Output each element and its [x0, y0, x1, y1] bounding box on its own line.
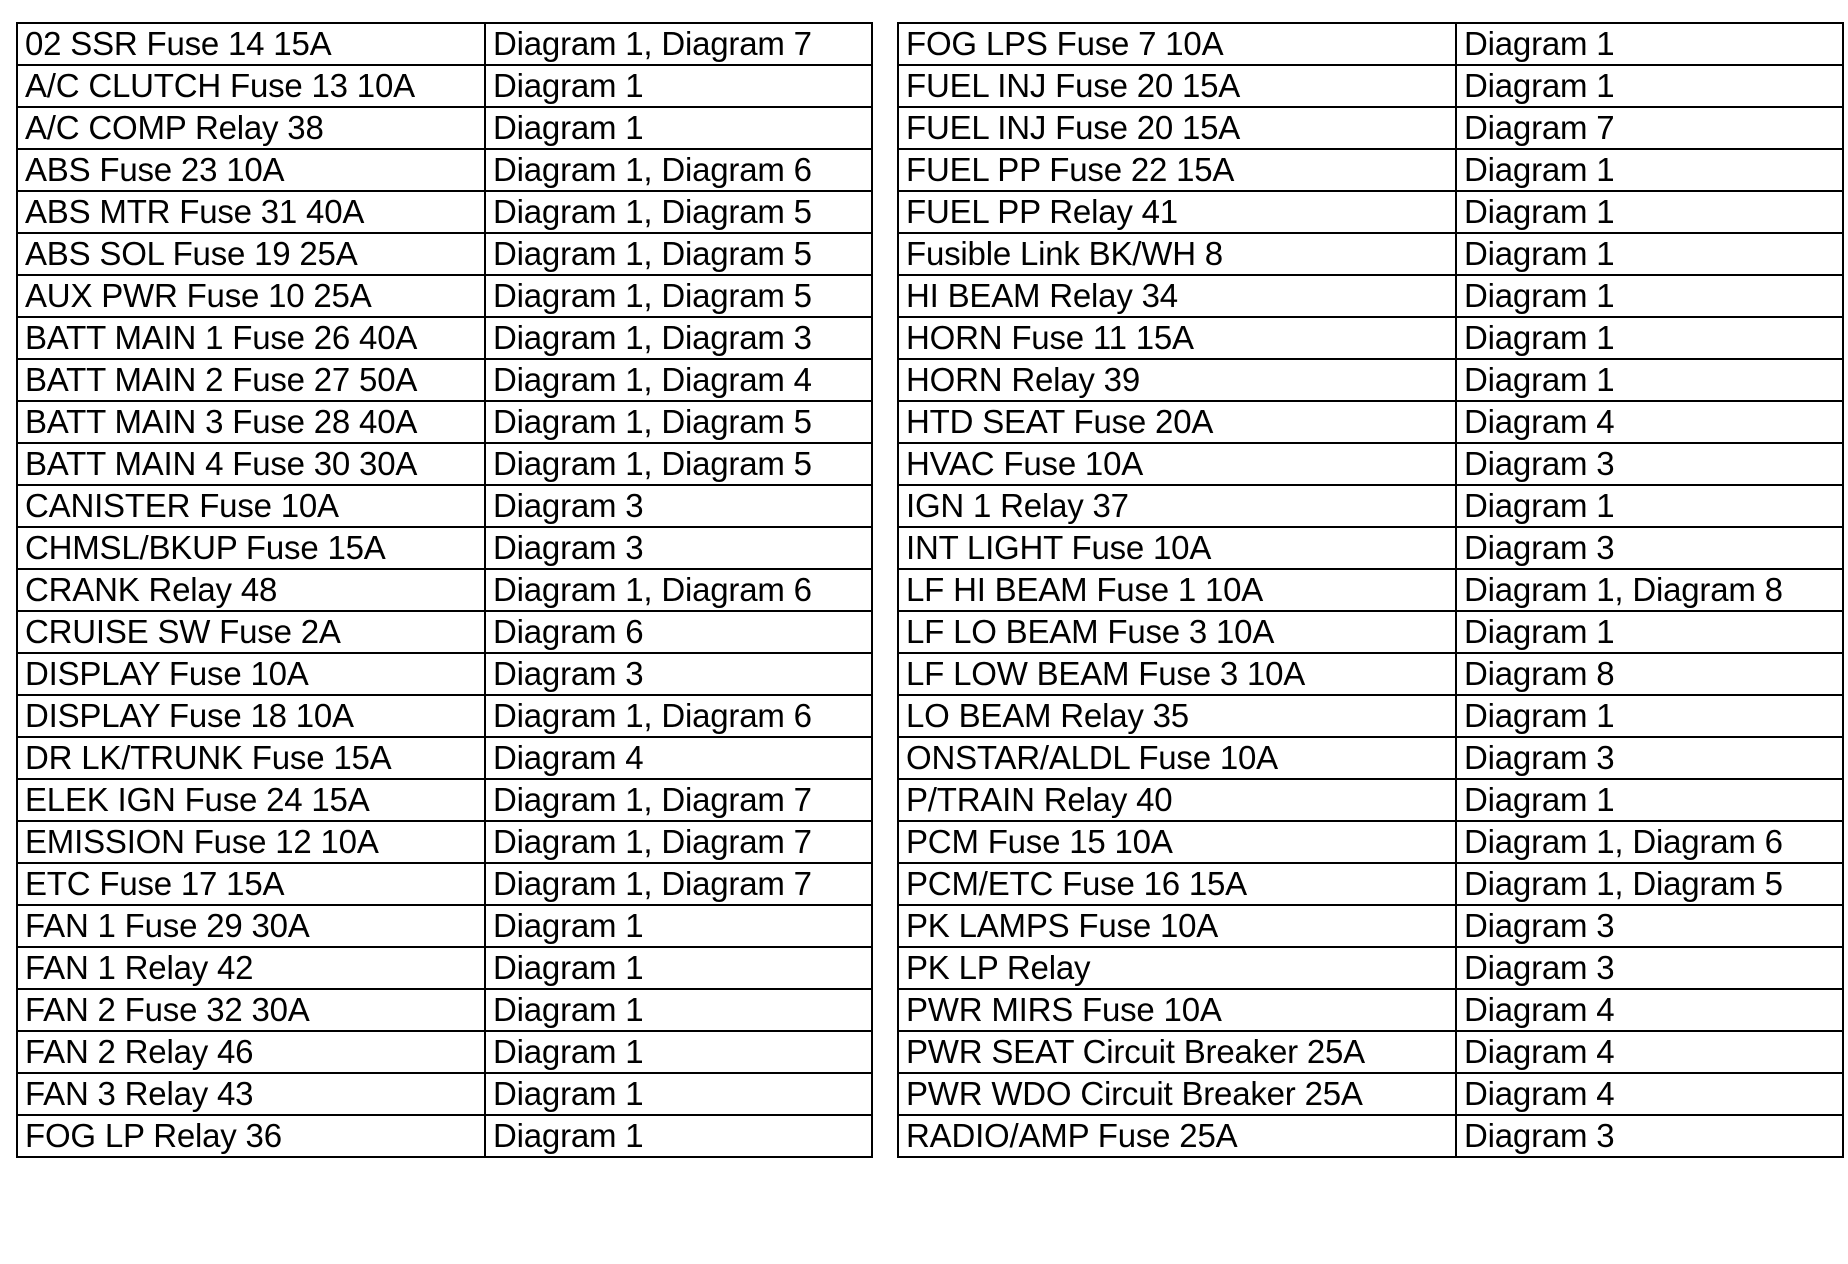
table-row — [17, 65, 872, 107]
diagram-ref-cell: Diagram 8 — [1456, 653, 1843, 695]
table-row — [17, 653, 872, 695]
diagram-ref-cell: Diagram 1 — [1456, 779, 1843, 821]
component-cell: BATT MAIN 1 Fuse 26 40A — [17, 317, 485, 359]
diagram-ref-cell: Diagram 3 — [1456, 1115, 1843, 1157]
component-cell: ONSTAR/ALDL Fuse 10A — [898, 737, 1456, 779]
table-row — [898, 191, 1843, 233]
component-cell: ABS Fuse 23 10A — [17, 149, 485, 191]
component-cell: DISPLAY Fuse 10A — [17, 653, 485, 695]
component-cell: DISPLAY Fuse 18 10A — [17, 695, 485, 737]
component-cell: FAN 1 Fuse 29 30A — [17, 905, 485, 947]
diagram-ref-cell: Diagram 1, Diagram 6 — [485, 149, 872, 191]
component-cell: BATT MAIN 4 Fuse 30 30A — [17, 443, 485, 485]
table-row — [17, 191, 872, 233]
component-cell: A/C CLUTCH Fuse 13 10A — [17, 65, 485, 107]
diagram-ref-cell: Diagram 3 — [485, 653, 872, 695]
diagram-ref-cell: Diagram 1, Diagram 7 — [485, 23, 872, 65]
diagram-ref-cell: Diagram 3 — [1456, 905, 1843, 947]
diagram-ref-cell: Diagram 1 — [1456, 149, 1843, 191]
diagram-ref-cell: Diagram 1 — [1456, 23, 1843, 65]
component-cell: PWR SEAT Circuit Breaker 25A — [898, 1031, 1456, 1073]
diagram-ref-cell: Diagram 1 — [1456, 695, 1843, 737]
table-row — [17, 695, 872, 737]
table-row — [17, 947, 872, 989]
diagram-ref-cell: Diagram 4 — [485, 737, 872, 779]
component-cell: LO BEAM Relay 35 — [898, 695, 1456, 737]
diagram-ref-cell: Diagram 6 — [485, 611, 872, 653]
table-row — [898, 1073, 1843, 1115]
component-cell: P/TRAIN Relay 40 — [898, 779, 1456, 821]
table-row — [17, 149, 872, 191]
diagram-ref-cell: Diagram 4 — [1456, 1073, 1843, 1115]
table-row — [898, 443, 1843, 485]
table-row — [898, 779, 1843, 821]
diagram-ref-cell: Diagram 1 — [1456, 611, 1843, 653]
table-row — [898, 569, 1843, 611]
table-row — [17, 1073, 872, 1115]
fuse-table-right-body — [898, 23, 1843, 1157]
component-cell: HTD SEAT Fuse 20A — [898, 401, 1456, 443]
diagram-ref-cell: Diagram 3 — [1456, 527, 1843, 569]
diagram-ref-cell: Diagram 1 — [485, 947, 872, 989]
table-row — [898, 233, 1843, 275]
diagram-ref-cell: Diagram 1 — [485, 989, 872, 1031]
diagram-ref-cell: Diagram 1, Diagram 5 — [485, 401, 872, 443]
component-cell: PCM/ETC Fuse 16 15A — [898, 863, 1456, 905]
diagram-ref-cell: Diagram 1 — [1456, 485, 1843, 527]
table-row — [898, 317, 1843, 359]
diagram-ref-cell: Diagram 1, Diagram 5 — [485, 233, 872, 275]
fuse-table-right — [897, 22, 1844, 1158]
table-row — [17, 1031, 872, 1073]
diagram-ref-cell: Diagram 1, Diagram 5 — [485, 275, 872, 317]
component-cell: CRANK Relay 48 — [17, 569, 485, 611]
component-cell: IGN 1 Relay 37 — [898, 485, 1456, 527]
diagram-ref-cell: Diagram 3 — [485, 485, 872, 527]
component-cell: BATT MAIN 2 Fuse 27 50A — [17, 359, 485, 401]
diagram-ref-cell: Diagram 1, Diagram 7 — [485, 863, 872, 905]
table-row — [898, 821, 1843, 863]
component-cell: PK LAMPS Fuse 10A — [898, 905, 1456, 947]
diagram-ref-cell: Diagram 1 — [1456, 275, 1843, 317]
table-row — [898, 905, 1843, 947]
component-cell: HORN Relay 39 — [898, 359, 1456, 401]
diagram-ref-cell: Diagram 1, Diagram 6 — [1456, 821, 1843, 863]
component-cell: FUEL PP Fuse 22 15A — [898, 149, 1456, 191]
component-cell: 02 SSR Fuse 14 15A — [17, 23, 485, 65]
diagram-ref-cell: Diagram 3 — [485, 527, 872, 569]
table-row — [17, 317, 872, 359]
diagram-ref-cell: Diagram 1, Diagram 5 — [485, 443, 872, 485]
diagram-ref-cell: Diagram 1, Diagram 3 — [485, 317, 872, 359]
table-row — [898, 107, 1843, 149]
component-cell: Fusible Link BK/WH 8 — [898, 233, 1456, 275]
component-cell: RADIO/AMP Fuse 25A — [898, 1115, 1456, 1157]
component-cell: FUEL INJ Fuse 20 15A — [898, 65, 1456, 107]
diagram-ref-cell: Diagram 1, Diagram 5 — [1456, 863, 1843, 905]
table-row — [17, 23, 872, 65]
table-row — [898, 611, 1843, 653]
diagram-ref-cell: Diagram 1 — [1456, 191, 1843, 233]
component-cell: FAN 2 Relay 46 — [17, 1031, 485, 1073]
table-row — [17, 233, 872, 275]
table-row — [17, 485, 872, 527]
diagram-ref-cell: Diagram 1, Diagram 5 — [485, 191, 872, 233]
table-row — [17, 527, 872, 569]
table-row — [17, 569, 872, 611]
diagram-ref-cell: Diagram 1 — [1456, 359, 1843, 401]
table-row — [898, 149, 1843, 191]
diagram-ref-cell: Diagram 1 — [485, 1115, 872, 1157]
table-row — [898, 989, 1843, 1031]
component-cell: ELEK IGN Fuse 24 15A — [17, 779, 485, 821]
component-cell: LF LO BEAM Fuse 3 10A — [898, 611, 1456, 653]
component-cell: DR LK/TRUNK Fuse 15A — [17, 737, 485, 779]
component-cell: FUEL INJ Fuse 20 15A — [898, 107, 1456, 149]
component-cell: ABS MTR Fuse 31 40A — [17, 191, 485, 233]
table-row — [17, 821, 872, 863]
component-cell: FAN 3 Relay 43 — [17, 1073, 485, 1115]
diagram-ref-cell: Diagram 1, Diagram 8 — [1456, 569, 1843, 611]
component-cell: A/C COMP Relay 38 — [17, 107, 485, 149]
diagram-ref-cell: Diagram 1, Diagram 6 — [485, 695, 872, 737]
table-row — [898, 653, 1843, 695]
component-cell: INT LIGHT Fuse 10A — [898, 527, 1456, 569]
table-row — [17, 905, 872, 947]
table-row — [17, 737, 872, 779]
component-cell: BATT MAIN 3 Fuse 28 40A — [17, 401, 485, 443]
fuse-table-left — [16, 22, 873, 1158]
diagram-ref-cell: Diagram 1 — [485, 65, 872, 107]
table-row — [17, 863, 872, 905]
component-cell: FAN 2 Fuse 32 30A — [17, 989, 485, 1031]
table-row — [898, 695, 1843, 737]
fuse-table-left-body — [17, 23, 872, 1157]
component-cell: HVAC Fuse 10A — [898, 443, 1456, 485]
diagram-ref-cell: Diagram 1 — [1456, 65, 1843, 107]
table-row — [898, 485, 1843, 527]
component-cell: LF HI BEAM Fuse 1 10A — [898, 569, 1456, 611]
table-row — [898, 527, 1843, 569]
component-cell: PWR WDO Circuit Breaker 25A — [898, 1073, 1456, 1115]
table-row — [17, 401, 872, 443]
component-cell: HORN Fuse 11 15A — [898, 317, 1456, 359]
diagram-ref-cell: Diagram 4 — [1456, 1031, 1843, 1073]
component-cell: AUX PWR Fuse 10 25A — [17, 275, 485, 317]
component-cell: FOG LP Relay 36 — [17, 1115, 485, 1157]
table-row — [898, 947, 1843, 989]
diagram-ref-cell: Diagram 7 — [1456, 107, 1843, 149]
table-row — [898, 1031, 1843, 1073]
component-cell: PCM Fuse 15 10A — [898, 821, 1456, 863]
component-cell: ETC Fuse 17 15A — [17, 863, 485, 905]
table-row — [898, 401, 1843, 443]
component-cell: EMISSION Fuse 12 10A — [17, 821, 485, 863]
table-row — [17, 989, 872, 1031]
diagram-ref-cell: Diagram 4 — [1456, 401, 1843, 443]
diagram-ref-cell: Diagram 1 — [1456, 233, 1843, 275]
component-cell: LF LOW BEAM Fuse 3 10A — [898, 653, 1456, 695]
component-cell: CANISTER Fuse 10A — [17, 485, 485, 527]
component-cell: CRUISE SW Fuse 2A — [17, 611, 485, 653]
component-cell: FAN 1 Relay 42 — [17, 947, 485, 989]
diagram-ref-cell: Diagram 1 — [485, 107, 872, 149]
table-row — [898, 23, 1843, 65]
diagram-ref-cell: Diagram 3 — [1456, 947, 1843, 989]
table-row — [17, 611, 872, 653]
diagram-ref-cell: Diagram 1 — [1456, 317, 1843, 359]
diagram-ref-cell: Diagram 4 — [1456, 989, 1843, 1031]
diagram-ref-cell: Diagram 1, Diagram 7 — [485, 779, 872, 821]
diagram-ref-cell: Diagram 1, Diagram 6 — [485, 569, 872, 611]
table-row — [17, 779, 872, 821]
table-row — [898, 65, 1843, 107]
component-cell: ABS SOL Fuse 19 25A — [17, 233, 485, 275]
component-cell: FOG LPS Fuse 7 10A — [898, 23, 1456, 65]
table-row — [17, 107, 872, 149]
table-row — [898, 1115, 1843, 1157]
diagram-ref-cell: Diagram 3 — [1456, 443, 1843, 485]
diagram-ref-cell: Diagram 1, Diagram 7 — [485, 821, 872, 863]
table-row — [898, 863, 1843, 905]
table-row — [17, 359, 872, 401]
table-row — [17, 275, 872, 317]
component-cell: PK LP Relay — [898, 947, 1456, 989]
diagram-ref-cell: Diagram 1 — [485, 905, 872, 947]
component-cell: HI BEAM Relay 34 — [898, 275, 1456, 317]
diagram-ref-cell: Diagram 1 — [485, 1031, 872, 1073]
table-row — [17, 1115, 872, 1157]
component-cell: PWR MIRS Fuse 10A — [898, 989, 1456, 1031]
table-row — [17, 443, 872, 485]
diagram-ref-cell: Diagram 1 — [485, 1073, 872, 1115]
table-row — [898, 275, 1843, 317]
diagram-ref-cell: Diagram 3 — [1456, 737, 1843, 779]
table-row — [898, 359, 1843, 401]
diagram-ref-cell: Diagram 1, Diagram 4 — [485, 359, 872, 401]
component-cell: FUEL PP Relay 41 — [898, 191, 1456, 233]
component-cell: CHMSL/BKUP Fuse 15A — [17, 527, 485, 569]
table-row — [898, 737, 1843, 779]
